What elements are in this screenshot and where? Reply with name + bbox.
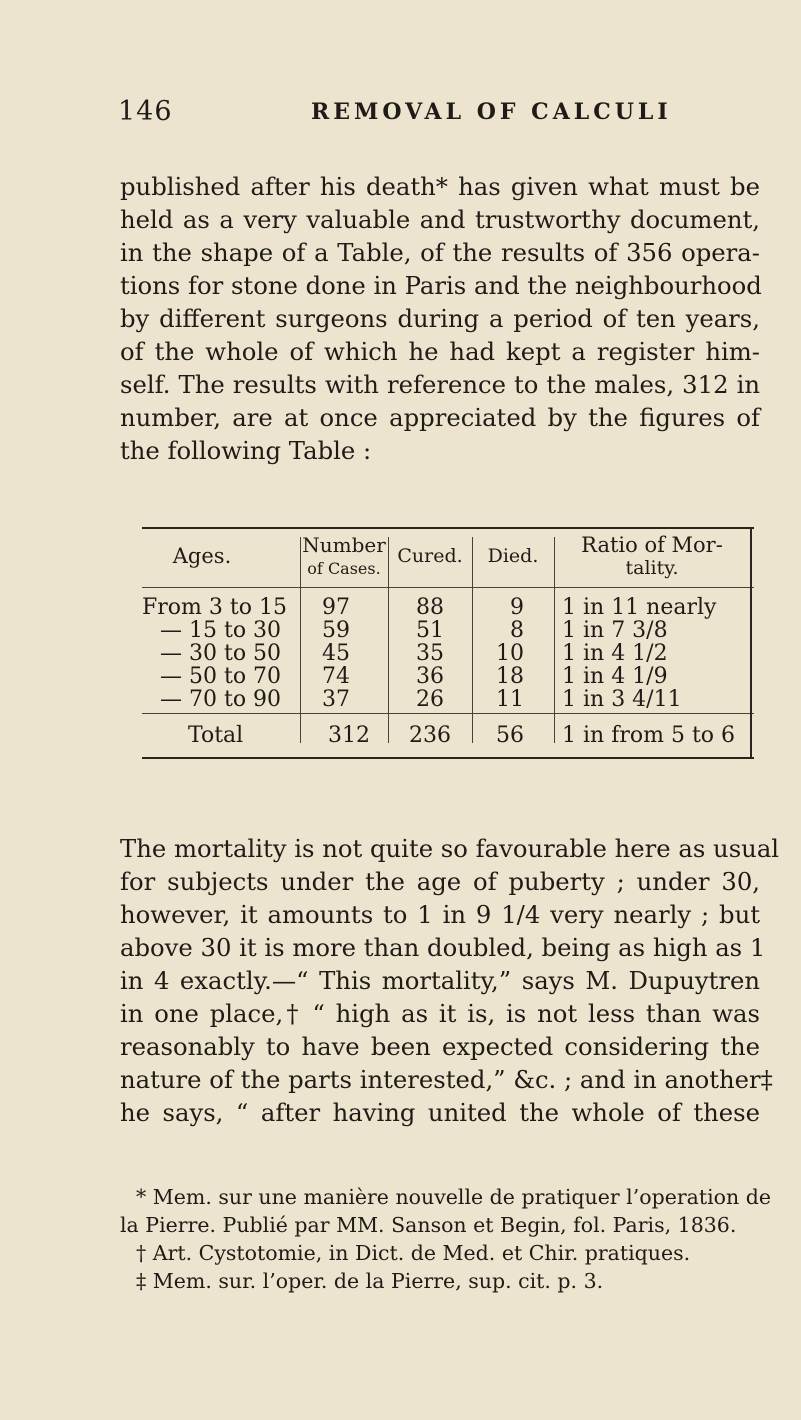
total-cured: 236 bbox=[409, 723, 451, 748]
cell-ratio: 1 in 7 3/8 bbox=[562, 618, 668, 643]
cell-died: 8 bbox=[510, 618, 524, 643]
footnote: * Mem. sur une manière nouvelle de pratiquer l’operation de bbox=[136, 1185, 771, 1209]
table-top-rule bbox=[142, 527, 754, 529]
paragraph-commentary bbox=[120, 832, 780, 1129]
text-line: of the whole of which he had kept a register him- bbox=[120, 337, 760, 366]
header-cured: Cured. bbox=[397, 545, 463, 567]
cell-cases: 45 bbox=[322, 641, 350, 666]
table-bottom-rule bbox=[142, 757, 754, 759]
cell-ratio: 1 in 11 nearly bbox=[562, 595, 717, 620]
cell-ages: — 30 to 50 bbox=[160, 641, 282, 666]
cell-died: 18 bbox=[496, 664, 524, 689]
header-ages: Ages. bbox=[172, 544, 232, 568]
cell-cases: 59 bbox=[322, 618, 350, 643]
total-rule bbox=[142, 713, 754, 714]
cell-cured: 51 bbox=[416, 618, 444, 643]
text-line: the following Table : bbox=[120, 436, 372, 465]
running-head bbox=[118, 96, 758, 130]
mortality-table bbox=[142, 527, 754, 757]
cell-ages: From 3 to 15 bbox=[142, 595, 287, 620]
cell-cured: 35 bbox=[416, 641, 444, 666]
cell-cured: 88 bbox=[416, 595, 444, 620]
text-line: by different surgeons during a period of ten years, bbox=[120, 304, 760, 333]
text-line: however, it amounts to 1 in 9 1/4 very nearly ; but bbox=[120, 900, 760, 929]
page-number: 146 bbox=[118, 96, 173, 127]
header-ratio: Ratio of Mor- bbox=[581, 533, 723, 557]
text-line: published after his death* has given what must be bbox=[120, 172, 760, 201]
text-line: in 4 exactly.—“ This mortality,” says M. Dupuytren bbox=[120, 966, 760, 995]
footnote: ‡ Mem. sur. l’oper. de la Pierre, sup. cit. p. 3. bbox=[136, 1269, 604, 1293]
table-right-edge bbox=[750, 527, 752, 757]
text-line: for subjects under the age of puberty ; under 30, bbox=[120, 867, 760, 896]
cell-cases: 74 bbox=[322, 664, 350, 689]
cell-ages: — 50 to 70 bbox=[160, 664, 282, 689]
text-line: above 30 it is more than doubled, being as high as 1 bbox=[120, 933, 766, 962]
cell-died: 11 bbox=[496, 687, 524, 712]
cell-cured: 36 bbox=[416, 664, 444, 689]
cell-ages: — 70 to 90 bbox=[160, 687, 282, 712]
text-line: tions for stone done in Paris and the neighbourhood bbox=[120, 271, 762, 300]
text-line: nature of the parts interested,” &c. ; and in another‡ bbox=[120, 1065, 773, 1094]
cell-ratio: 1 in 4 1/9 bbox=[562, 664, 668, 689]
header-number: Number bbox=[302, 533, 386, 557]
cell-cases: 37 bbox=[322, 687, 350, 712]
cell-ratio: 1 in 4 1/2 bbox=[562, 641, 668, 666]
total-ratio: 1 in from 5 to 6 bbox=[562, 723, 736, 748]
text-line: self. The results with reference to the males, 312 in bbox=[120, 370, 760, 399]
paragraph-intro bbox=[120, 170, 760, 467]
total-label: Total bbox=[188, 723, 244, 748]
text-line: reasonably to have been expected considering the bbox=[120, 1032, 760, 1061]
cell-ratio: 1 in 3 4/11 bbox=[562, 687, 682, 712]
total-died: 56 bbox=[496, 723, 524, 748]
cell-cured: 26 bbox=[416, 687, 444, 712]
cell-cases: 97 bbox=[322, 595, 350, 620]
cell-died: 10 bbox=[496, 641, 524, 666]
header-of-cases: of Cases. bbox=[307, 559, 381, 578]
text-line: The mortality is not quite so favourable here as usual bbox=[120, 834, 780, 863]
cell-died: 9 bbox=[510, 595, 524, 620]
text-line: in the shape of a Table, of the results of 356 opera- bbox=[120, 238, 760, 267]
footnote: † Art. Cystotomie, in Dict. de Med. et Chir. pratiques. bbox=[136, 1241, 691, 1265]
text-line: number, are at once appreciated by the figures of bbox=[120, 403, 760, 432]
cell-ages: — 15 to 30 bbox=[160, 618, 282, 643]
footnotes bbox=[120, 1183, 771, 1295]
header-died: Died. bbox=[487, 545, 539, 567]
total-cases: 312 bbox=[328, 723, 370, 748]
header-mortality: tality. bbox=[625, 557, 679, 579]
text-line: in one place,† “ high as it is, is not less than was bbox=[120, 999, 760, 1028]
footnote: la Pierre. Publié par MM. Sanson et Begin, fol. Paris, 1836. bbox=[120, 1213, 737, 1237]
running-title: REMOVAL OF CALCULI bbox=[311, 99, 672, 125]
text-line: held as a very valuable and trustworthy document, bbox=[120, 205, 760, 234]
text-line: he says, “ after having united the whole of these bbox=[120, 1098, 760, 1127]
header-rule bbox=[142, 587, 754, 588]
